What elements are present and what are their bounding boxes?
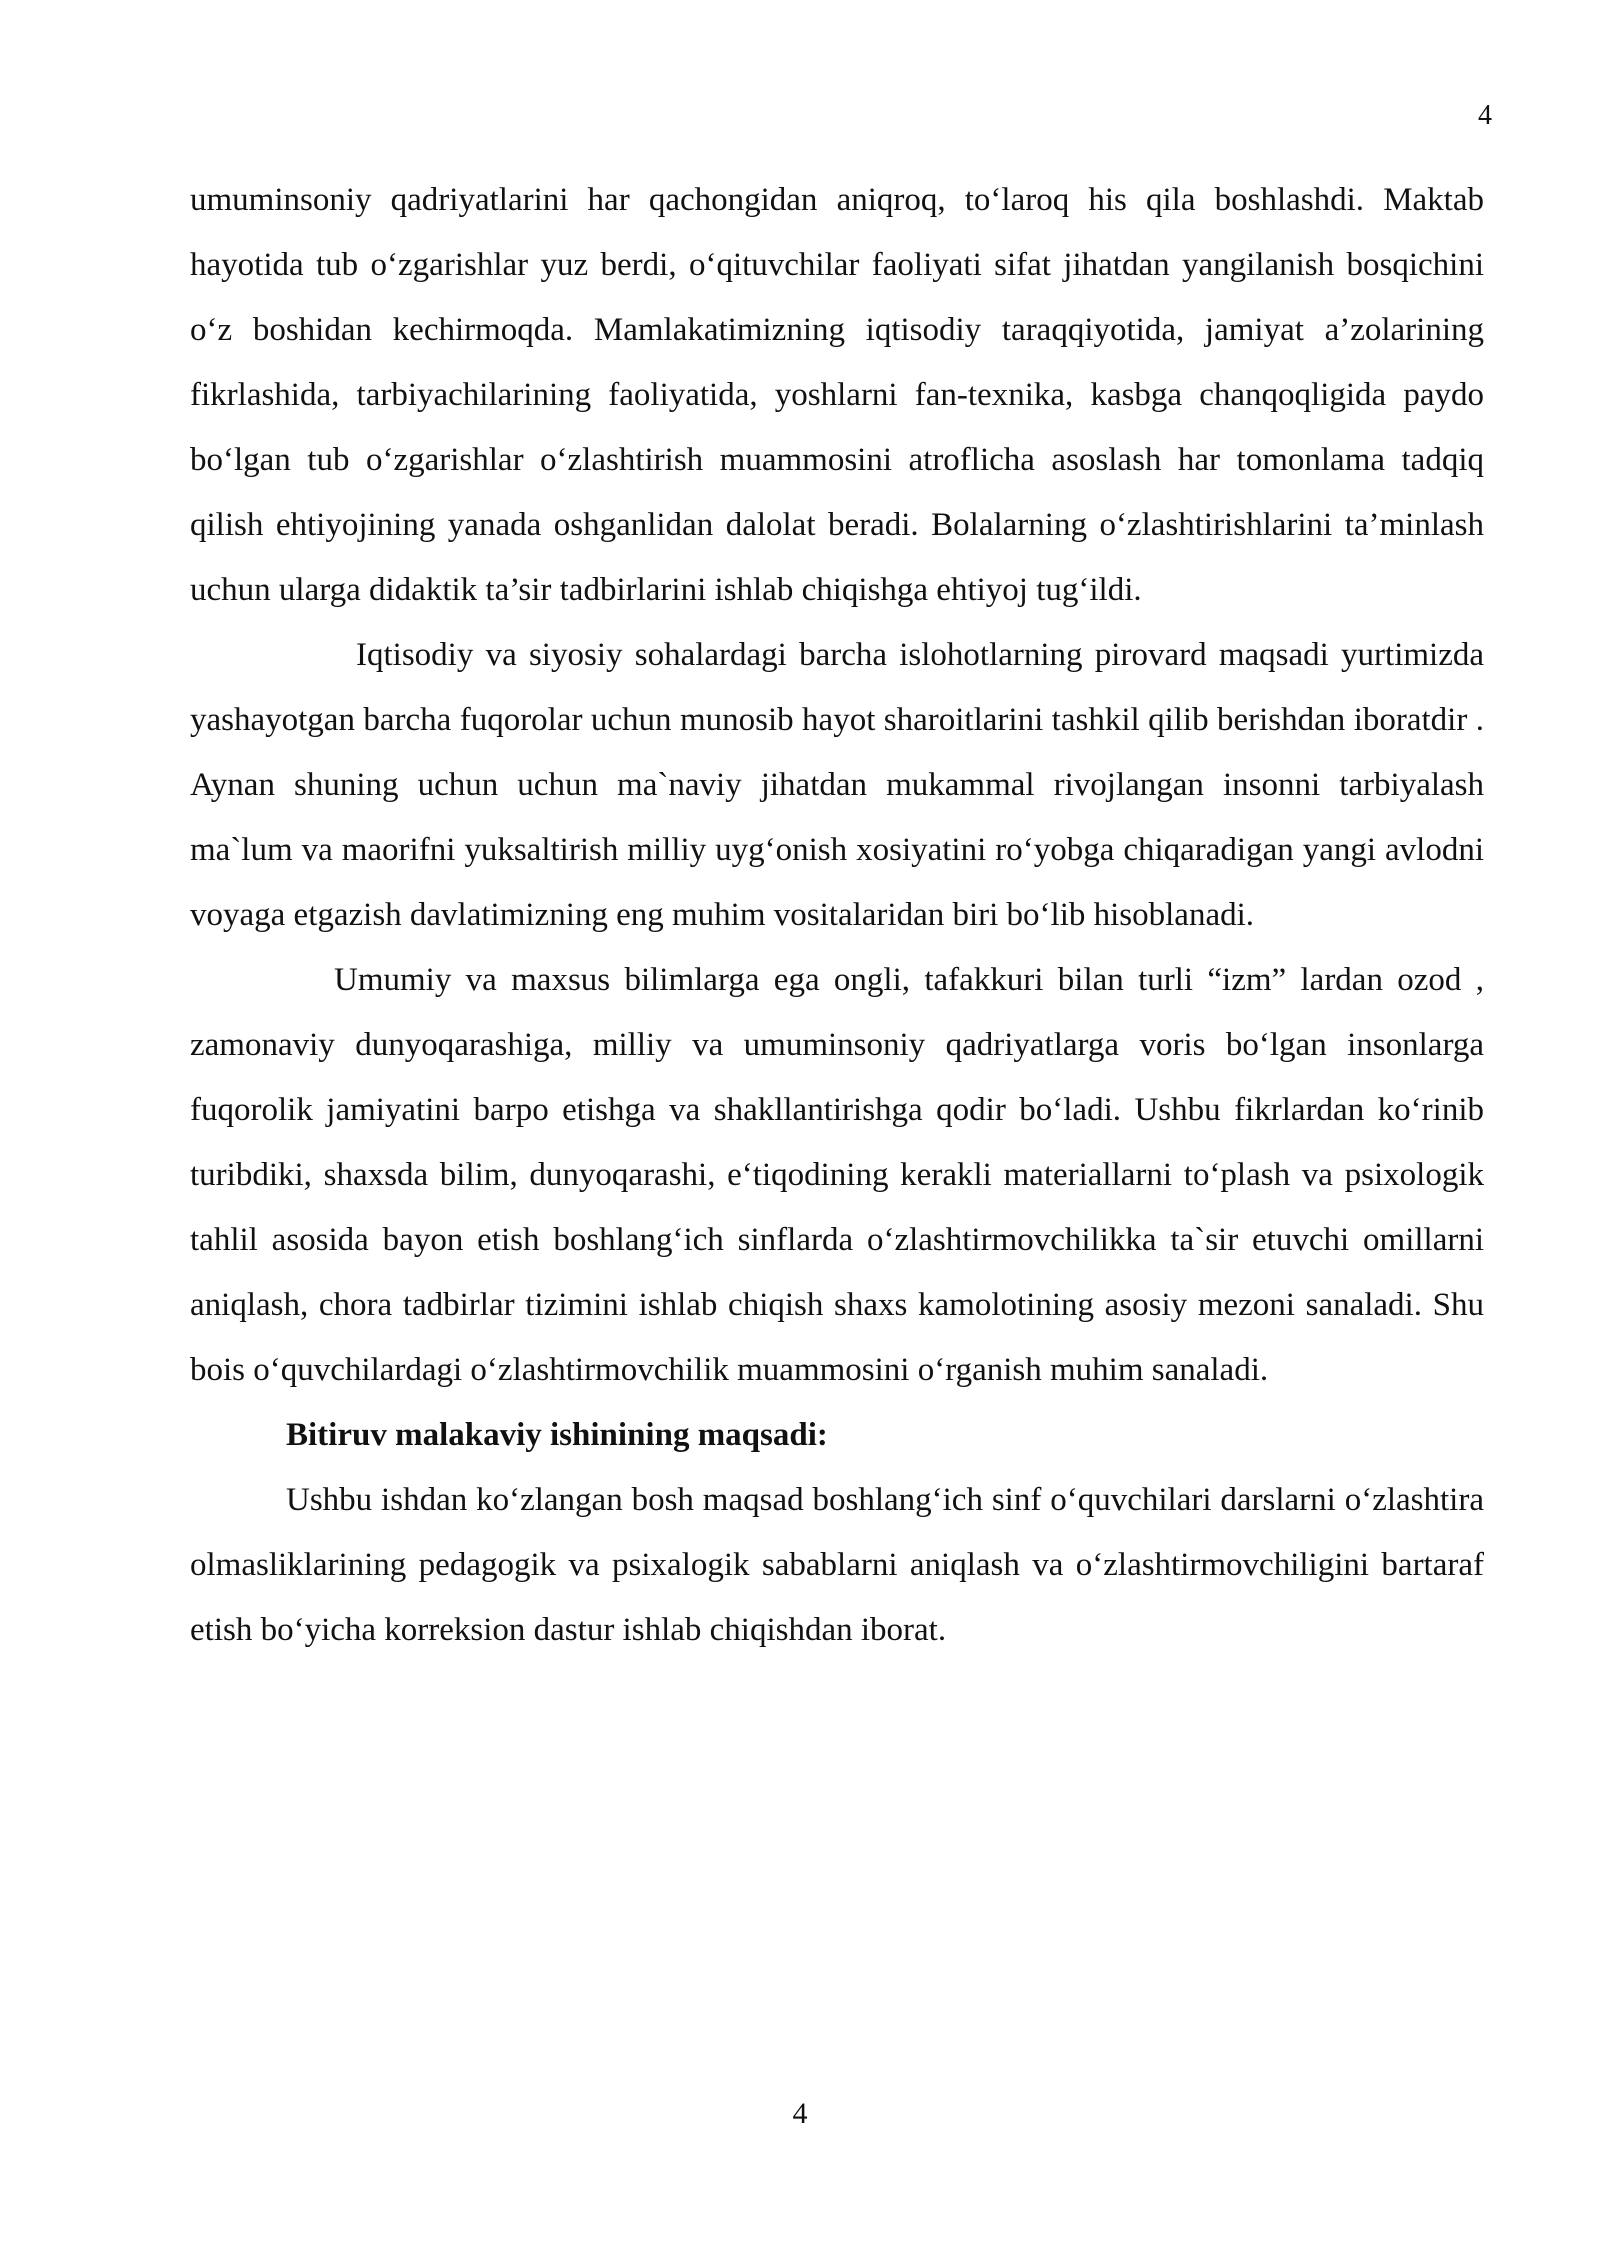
page-number-top: 4 [1478,100,1492,131]
paragraph-2: Iqtisodiy va siyosiy sohalardagi barcha islohotlarning pirovard maqsadi yurtimizda yashayotgan barcha fuqorolar uchun munosib hayot sharoitlarini tashkil qilib berishdan iboratdir . Aynan shuning uchun uchun ma`naviy jihatdan mukammal rivojlangan insonni tarbiyalash ma`lum va maorifni yuksaltirish milliy uyg‘onish xosiyatini ro‘yobga chiqaradigan yangi avlodni voyaga etgazish davlatimizning eng muhim vositalaridan biri bo‘lib hisoblanadi. [190,637,1484,933]
paragraph-3: Umumiy va maxsus bilimlarga ega ongli, tafakkuri bilan turli “izm” lardan ozod , zamonaviy dunyoqarashiga, milliy va umuminsoniy qadriyatlarga voris bo‘lgan insonlarga fuqorolik jamiyatini barpo etishga va shakllantirishga qodir bo‘ladi. Ushbu fikrlardan ko‘rinib turibdiki, shaxsda bilim, dunyoqarashi, e‘tiqodining kerakli materiallarni to‘plash va psixologik tahlil asosida bayon etish boshlang‘ich sinflarda o‘zlashtirmovchilikka ta`sir etuvchi omillarni aniqlash, chora tadbirlar tizimini ishlab chiqish shaxs kamolotining asosiy mezoni sanaladi. Shu bois o‘quvchilardagi o‘zlashtirmovchilik muammosini o‘rganish muhim sanaladi. [190,962,1484,1388]
paragraph-4: Ushbu ishdan ko‘zlangan bosh maqsad boshlang‘ich sinf o‘quvchilari darslarni o‘zlashtira olmasliklarining pedagogik va psixalogik sabablarni aniqlash va o‘zlashtirmovchiligini bartaraf etish bo‘yicha korreksion dastur ishlab chiqishdan iborat. [190,1482,1484,1648]
document-body [190,168,1484,1663]
page-number-bottom: 4 [792,2097,808,2130]
paragraph-1: umuminsoniy qadriyatlarini har qachongidan aniqroq, to‘laroq his qila boshlashdi. Maktab hayotida tub o‘zgarishlar yuz berdi, o‘qituvchilar faoliyati sifat jihatdan yangilanish bosqichini o‘z boshidan kechirmoqda. Mamlakatimizning iqtisodiy taraqqiyotida, jamiyat a’zolarining fikrlashida, tarbiyachilarining faoliyatida, yoshlarni fan-texnika, kasbga chanqoqligida paydo bo‘lgan tub o‘zgarishlar o‘zlashtirish muammosini atroflicha asoslash har tomonlama tadqiq qilish ehtiyojining yanada oshganlidan dalolat beradi. Bolalarning o‘zlashtirishlarini ta’minlash uchun ularga didaktik ta’sir tadbirlarini ishlab chiqishga ehtiyoj tug‘ildi. [190,182,1484,608]
section-heading: Bitiruv malakaviy ishinining maqsadi: [286,1417,828,1453]
